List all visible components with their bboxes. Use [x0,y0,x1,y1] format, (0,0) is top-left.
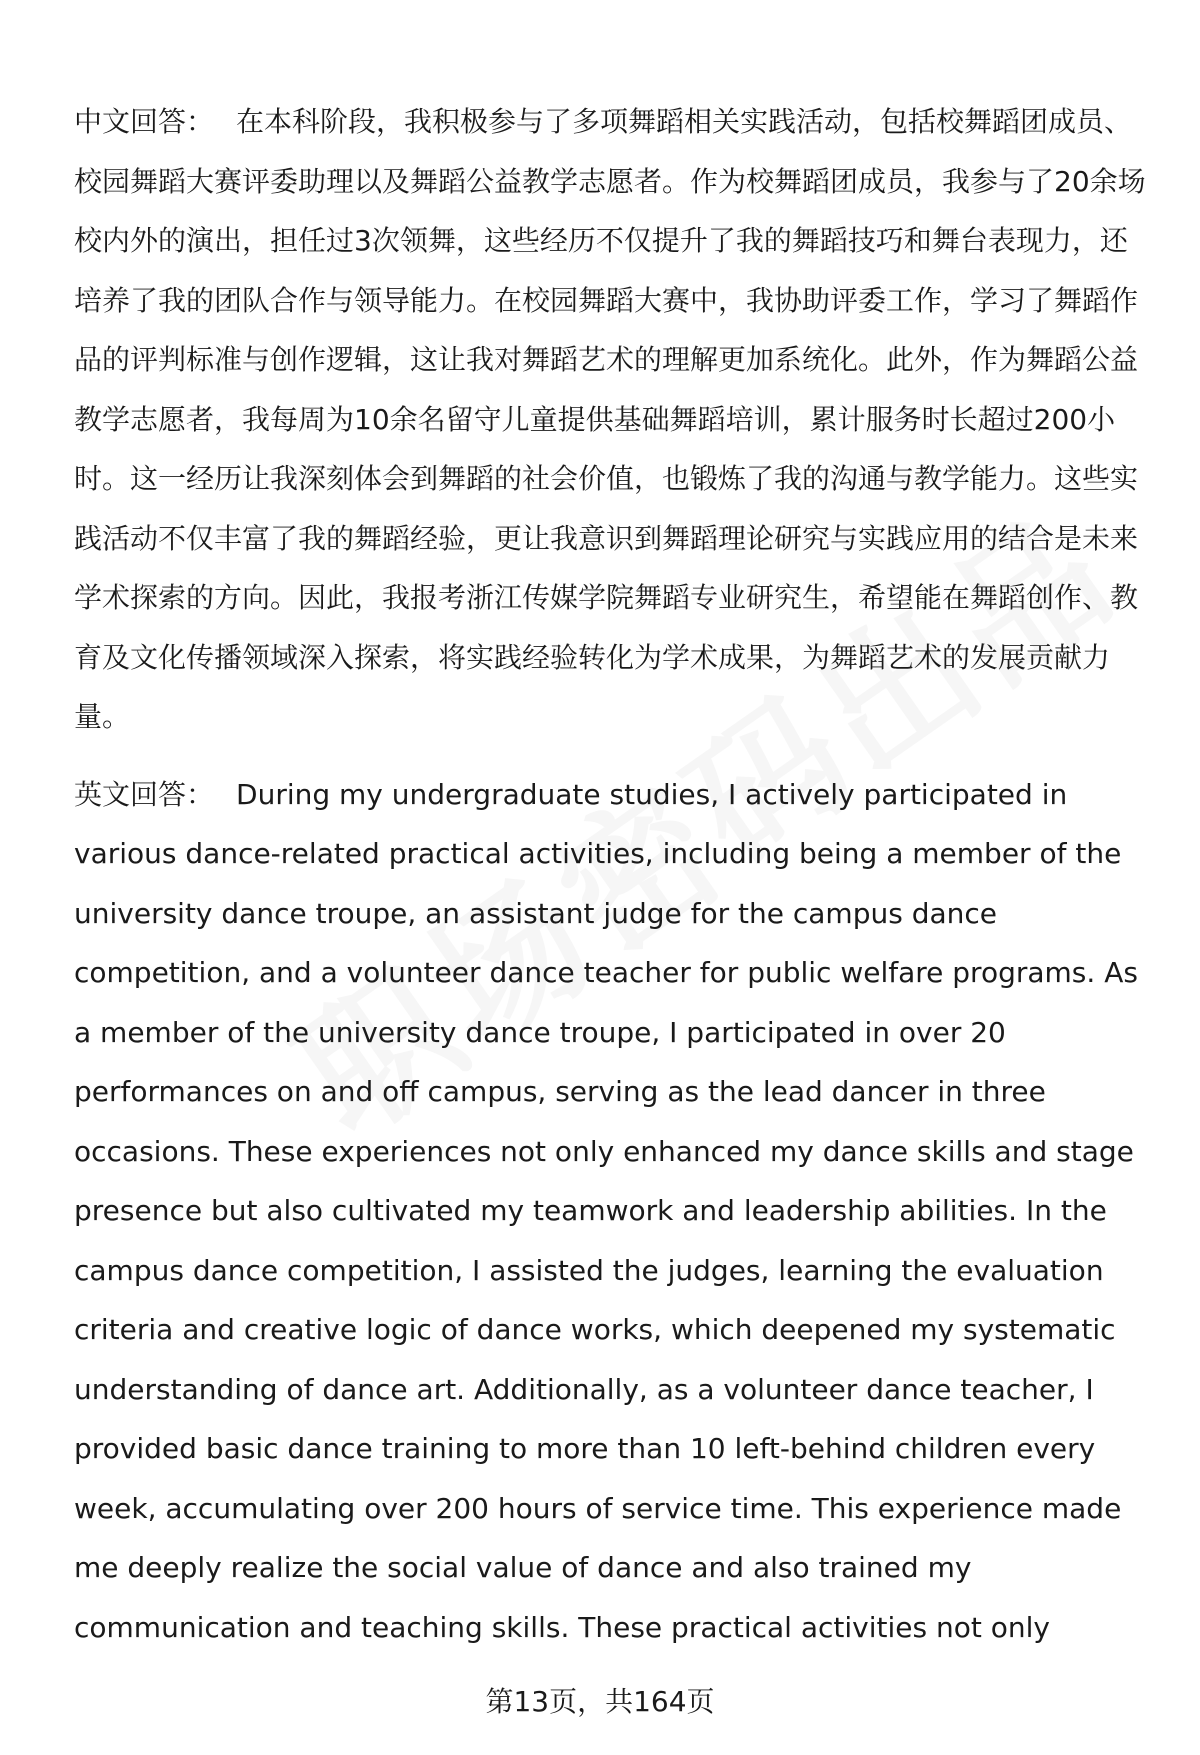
english-answer-paragraph [74,765,1154,1658]
document-page [74,92,1154,1657]
chinese-answer-text: 在本科阶段，我积极参与了多项舞蹈相关实践活动，包括校舞蹈团成员、校园舞蹈大赛评委助理以及舞蹈公益教学志愿者。作为校舞蹈团成员，我参与了20余场校内外的演出，担任过3次领舞，这些经历不仅提升了我的舞蹈技巧和舞台表现力，还培养了我的团队合作与领导能力。在校园舞蹈大赛中，我协助评委工作，学习了舞蹈作品的评判标准与创作逻辑，这让我对舞蹈艺术的理解更加系统化。此外，作为舞蹈公益教学志愿者，我每周为10余名留守儿童提供基础舞蹈培训，累计服务时长超过200小时。这一经历让我深刻体会到舞蹈的社会价值，也锻炼了我的沟通与教学能力。这些实践活动不仅丰富了我的舞蹈经验，更让我意识到舞蹈理论研究与实践应用的结合是未来学术探索的方向。因此，我报考浙江传媒学院舞蹈专业研究生，希望能在舞蹈创作、教育及文化传播领域深入探索，将实践经验转化为学术成果，为舞蹈艺术的发展贡献力量。 [74,105,1146,733]
english-answer-text: During my undergraduate studies, I actively participated in various dance-related practical activities, including being a member of the university dance troupe, an assistant judge for the campus dance competition, and a volunteer dance teacher for public welfare programs. As a member of the university dance troupe, I participated in over 20 performances on and off campus, serving as the lead dancer in three occasions. These experiences not only enhanced my dance skills and stage presence but also cultivated my teamwork and leadership abilities. In the campus dance competition, I assisted the judges, learning the evaluation criteria and creative logic of dance works, which deepened my systematic understanding of dance art. Additionally, as a volunteer dance teacher, I provided basic dance training to more than 10 left-behind children every week, accumulating over 200 hours of service time. This experience made me deeply realize the social value of dance and also trained my communication and teaching skills. These practical activities not only [74,777,1138,1644]
chinese-answer-label: 中文回答： [74,105,215,138]
chinese-answer-paragraph [74,92,1154,747]
english-answer-label: 英文回答： [74,777,215,811]
page-indicator: 第13页，共164页 [485,1685,715,1718]
page-footer [0,1680,1200,1720]
